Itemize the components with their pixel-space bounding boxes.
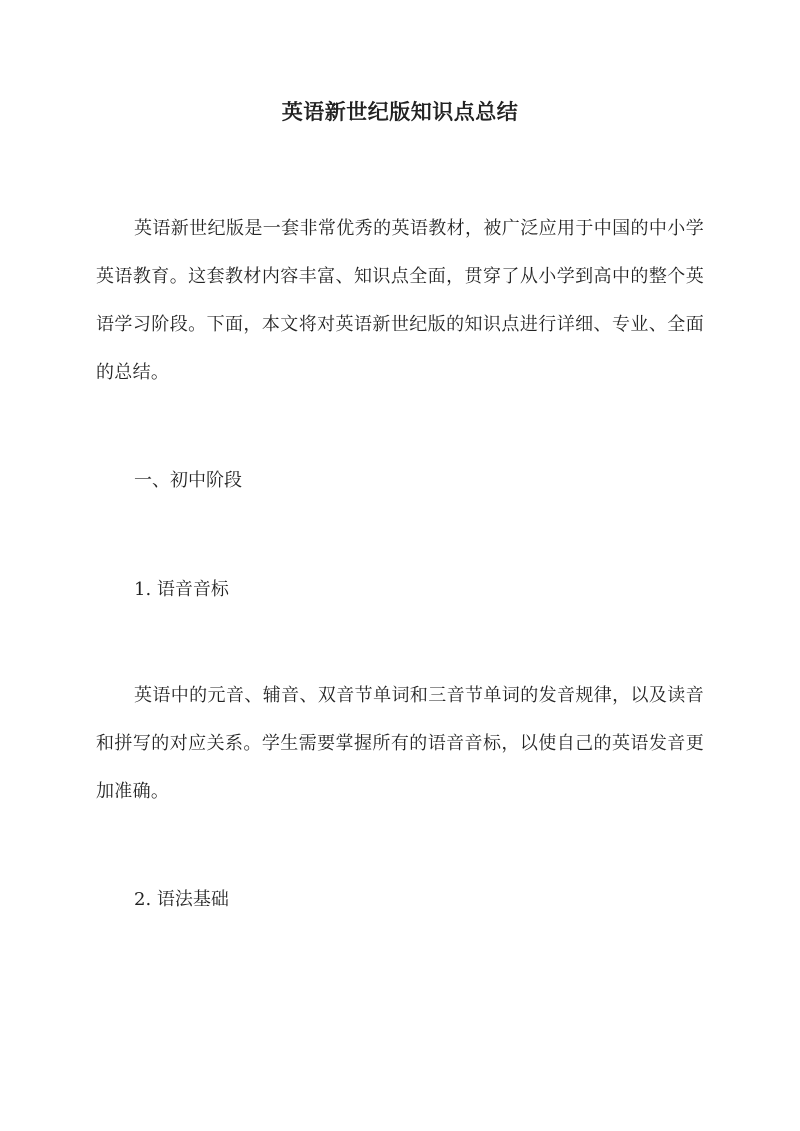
section-heading-junior-high: 一、初中阶段 (134, 470, 242, 491)
intro-paragraph: 英语新世纪版是一套非常优秀的英语教材，被广泛应用于中国的中小学英语教育。这套教材内容丰富、知识点全面，贯穿了从小学到高中的整个英语学习阶段。下面，本文将对英语新世纪版的知识点进行详细、专业、全面的总结。 (96, 218, 704, 383)
item-heading-grammar-basics: 2. 语法基础 (134, 889, 229, 910)
phonetics-paragraph: 英语中的元音、辅音、双音节单词和三音节单词的发音规律，以及读音和拼写的对应关系。学生需要掌握所有的语音音标，以使自己的英语发音更加准确。 (96, 685, 704, 802)
item-heading-phonetics: 1. 语音音标 (134, 579, 229, 600)
document-title: 英语新世纪版知识点总结 (281, 99, 519, 124)
